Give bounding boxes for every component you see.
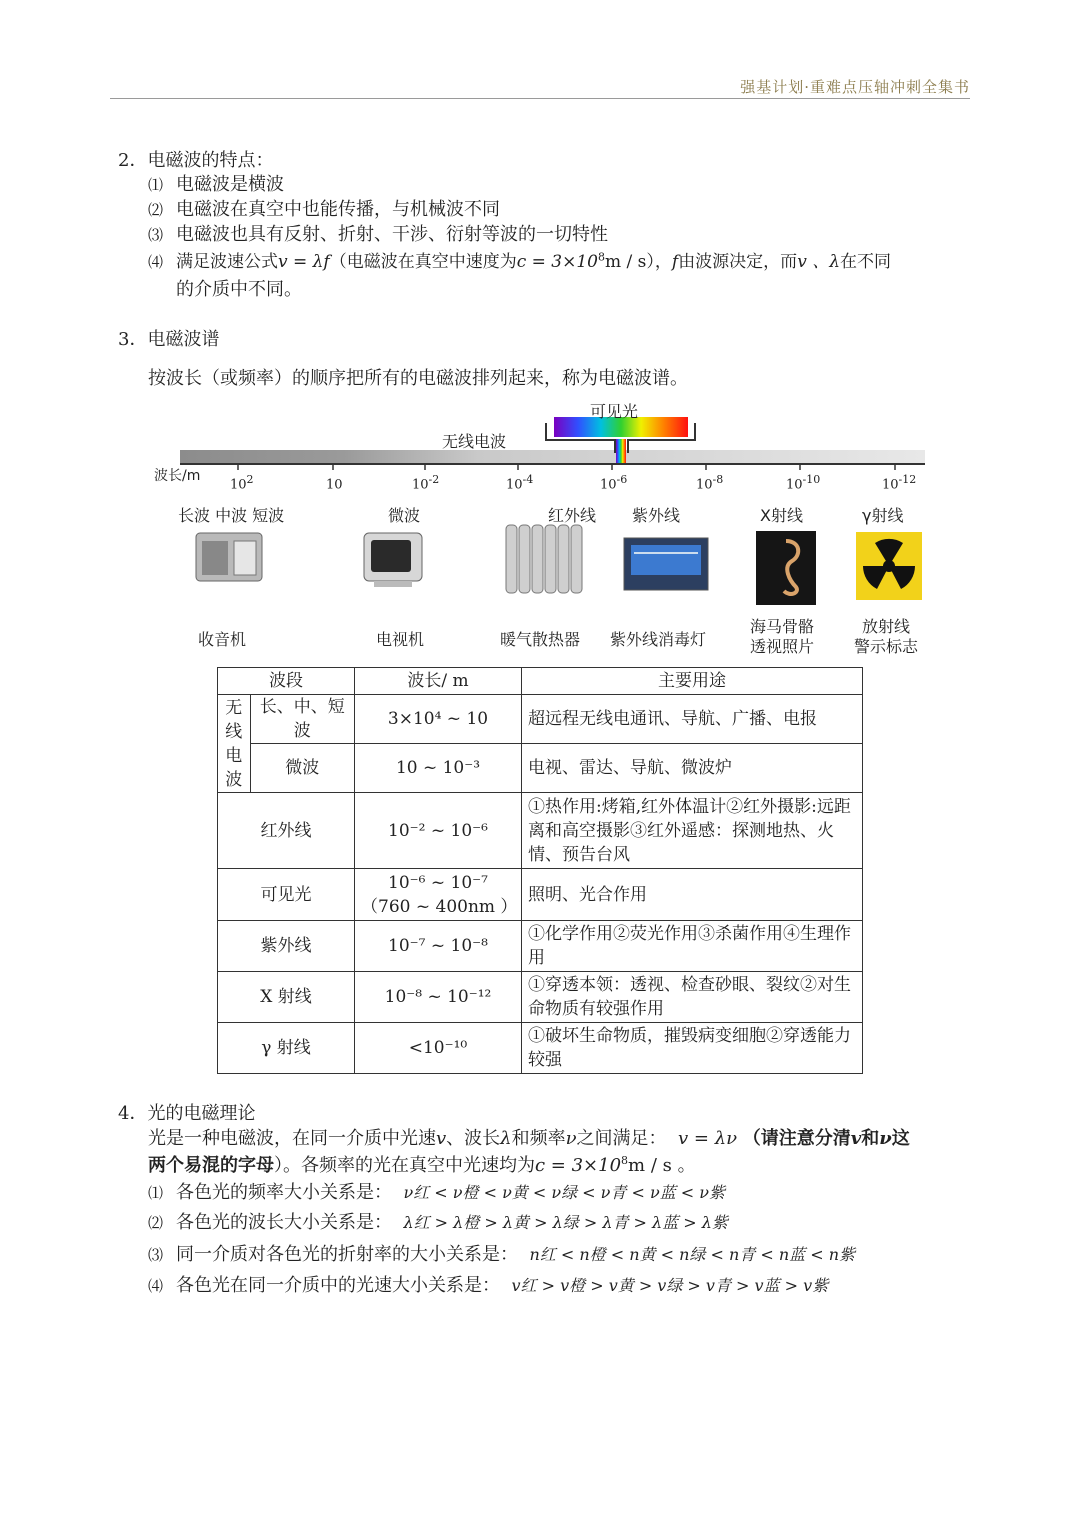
wavelength-range: 10⁻⁶ ~ 10⁻⁷ [388, 872, 488, 893]
table-header: 波长/ m [355, 668, 522, 695]
wave-formula: v = λf [278, 252, 330, 272]
table-row [218, 921, 863, 972]
axis-label: 波长/m [154, 468, 201, 484]
relation: ν红 < ν橙 < ν黄 < ν绿 < ν青 < ν蓝 < ν紫 [403, 1183, 726, 1202]
spectrum-table [217, 667, 863, 1074]
use-cell: 超远程无线电通讯、导航、广播、电报 [522, 695, 863, 744]
text: 和 [861, 1128, 880, 1149]
spectrum-intro: 按波长（或频率）的顺序把所有的电磁波排列起来，称为电磁波谱。 [148, 368, 688, 389]
use-cell: ①穿透本领：透视、检查砂眼、裂纹②对生命物质有较强作用 [522, 972, 863, 1023]
list-item [148, 247, 891, 272]
wavelength-cell [355, 869, 522, 921]
radio-image [196, 533, 262, 581]
list-item [148, 1208, 728, 1234]
text: 之间满足： [576, 1128, 667, 1149]
xray-seahorse-image [756, 531, 816, 605]
list-item-continuation: 的介质中不同。 [176, 279, 302, 300]
item-text: 各色光的频率大小关系是： [176, 1182, 392, 1203]
tick-label: $10^{-2}$ [412, 473, 440, 493]
table-row [218, 972, 863, 1023]
tick-label: $10^{-10}$ [786, 473, 821, 493]
text: 两个易混的字母 [148, 1155, 274, 1176]
use-cell: ①热作用:烤箱,红外体温计②红外摄影:远距离和高空摄影③红外遥感：探测地热、火情、预告台风 [522, 793, 863, 869]
table-row [218, 869, 863, 921]
item-text: 同一介质对各色光的折射率的大小关系是： [176, 1244, 518, 1265]
device-label: 紫外线消毒灯 [610, 630, 707, 649]
item-text: 各色光在同一介质中的光速大小关系是： [176, 1275, 500, 1296]
text: 和频率 [511, 1128, 566, 1149]
speed-formula: c = 3×10 [516, 252, 598, 272]
item-text: （电磁波在真空中速度为 [329, 252, 517, 272]
symbol-f: f [671, 252, 679, 272]
item-text: 电磁波是横波 [176, 174, 284, 195]
use-cell: 照明、光合作用 [522, 869, 863, 921]
item-number: ⑵ [148, 1214, 164, 1232]
text: （请注意分清 [742, 1128, 851, 1149]
text: 光是一种电磁波，在同一介质中光速 [148, 1128, 436, 1149]
page-header [110, 70, 970, 99]
band-label: 紫外线 [632, 506, 681, 525]
band-label: γ射线 [862, 506, 904, 525]
use-cell: 电视、雷达、导航、微波炉 [522, 744, 863, 793]
list-item [148, 1271, 828, 1297]
item-number: ⑷ [148, 1277, 164, 1295]
header-title: 强基计划·重难点压轴冲刺全集书 [740, 78, 970, 96]
spectrum-graphic [150, 395, 940, 665]
section-4-line-1 [148, 1124, 910, 1150]
item-text: 由波源决定，而 [678, 252, 798, 272]
band-cell: X 射线 [218, 972, 355, 1023]
text: ）。各频率的光在真空中光速均为 [274, 1155, 535, 1176]
table-row [218, 695, 863, 744]
uv-lamp-image [624, 538, 708, 590]
wavelength-cell: 10⁻⁷ ~ 10⁻⁸ [355, 921, 522, 972]
device-label: 收音机 [198, 630, 247, 649]
wavelength-cell: 10 ~ 10⁻³ [355, 744, 522, 793]
speed-exponent: 8 [598, 250, 605, 264]
relation: λ红 > λ橙 > λ黄 > λ绿 > λ青 > λ蓝 > λ紫 [403, 1213, 728, 1232]
item-number: ⑶ [148, 1246, 164, 1264]
table-row [218, 1023, 863, 1074]
list-item [148, 195, 500, 221]
list-item [148, 1178, 725, 1204]
use-cell: ①化学作用②荧光作用③杀菌作用④生理作用 [522, 921, 863, 972]
item-text: 满足波速公式 [176, 252, 278, 272]
band-cell: 可见光 [218, 869, 355, 921]
table-row [218, 793, 863, 869]
speed-unit: m / s [605, 252, 647, 272]
section-3-title: 3．电磁波谱 [118, 329, 220, 350]
item-number: ⑵ [148, 201, 164, 219]
device-label: 电视机 [376, 630, 425, 649]
device-label: 海马骨骼 透视照片 [750, 617, 815, 656]
tick-label: 10 [326, 477, 343, 493]
formula-v-lambda-nu: v = λν [678, 1128, 738, 1149]
symbols-v-lambda: v 、λ [797, 252, 840, 272]
band-cell: γ 射线 [218, 1023, 355, 1074]
group-cell: 无线电波 [218, 695, 251, 793]
tick-label: $10^{-4}$ [506, 473, 534, 493]
wavelength-cell: 10⁻² ~ 10⁻⁶ [355, 793, 522, 869]
symbol-v: v [850, 1128, 862, 1149]
section-2-title: 2．电磁波的特点： [118, 150, 274, 171]
band-label: 红外线 [548, 506, 597, 525]
tick-label: $10^{-8}$ [696, 473, 724, 493]
list-item [148, 170, 284, 196]
item-number: ⑷ [148, 253, 164, 271]
item-number: ⑶ [148, 226, 164, 244]
tick-label: $10^{-6}$ [600, 473, 628, 493]
section-4-title: 4．光的电磁理论 [118, 1103, 256, 1124]
relation: v红 > v橙 > v黄 > v绿 > v青 > v蓝 > v紫 [511, 1276, 829, 1295]
band-label: 微波 [388, 506, 421, 525]
use-cell: ①破坏生命物质，摧毁病变细胞②穿透能力较强 [522, 1023, 863, 1074]
table-header: 波段 [218, 668, 355, 695]
text: 、波长 [446, 1128, 501, 1149]
band-label: 长波 中波 短波 [178, 506, 285, 525]
item-text: 电磁波也具有反射、折射、干涉、衍射等波的一切特性 [176, 224, 608, 245]
wavelength-cell: <10⁻¹⁰ [355, 1023, 522, 1074]
list-item [148, 220, 608, 246]
item-number: ⑴ [148, 1184, 164, 1202]
light-speed-formula: c = 3×10 [535, 1155, 622, 1176]
spectrum-figure [150, 395, 940, 665]
table-header-row [218, 668, 863, 695]
band-cell: 紫外线 [218, 921, 355, 972]
radio-wave-label: 无线电波 [442, 432, 507, 451]
tick-label: $10^{-12}$ [882, 473, 917, 493]
spectrum-bar [180, 450, 925, 464]
symbol-nu: ν [565, 1128, 577, 1149]
band-cell: 长、中、短波 [250, 695, 354, 744]
item-number: ⑴ [148, 176, 164, 194]
item-text: 电磁波在真空中也能传播，与机械波不同 [176, 199, 500, 220]
item-text: ）， [646, 252, 672, 272]
item-text: 在不同 [839, 252, 891, 272]
visible-slit [616, 439, 626, 463]
band-label: X射线 [760, 506, 803, 525]
symbol-v: v [436, 1128, 447, 1149]
relation: n红 < n橙 < n黄 < n绿 < n青 < n蓝 < n紫 [529, 1245, 856, 1264]
wavelength-cell: 3×10⁴ ~ 10 [355, 695, 522, 744]
table-row [218, 744, 863, 793]
device-label: 暖气散热器 [500, 630, 581, 649]
symbol-nu: ν [879, 1128, 892, 1149]
visible-light-label: 可见光 [590, 402, 639, 421]
section-4-line-2 [148, 1151, 696, 1177]
item-text: 各色光的波长大小关系是： [176, 1212, 392, 1233]
wavelength-cell: 10⁻⁸ ~ 10⁻¹² [355, 972, 522, 1023]
symbol-lambda: λ [500, 1128, 512, 1149]
radiator-image [506, 525, 582, 593]
band-cell: 红外线 [218, 793, 355, 869]
speed-exponent: 8 [621, 1154, 629, 1167]
band-cell: 微波 [250, 744, 354, 793]
text: 这 [891, 1128, 910, 1149]
text: m / s 。 [628, 1155, 696, 1176]
radiation-sign-image [856, 532, 922, 600]
wavelength-nm: （760 ~ 400nm ） [361, 896, 518, 917]
tv-image [364, 533, 422, 587]
table-header: 主要用途 [522, 668, 863, 695]
device-label: 放射线 警示标志 [854, 617, 919, 656]
list-item [148, 1240, 855, 1266]
tick-label: $10^2$ [230, 473, 254, 493]
